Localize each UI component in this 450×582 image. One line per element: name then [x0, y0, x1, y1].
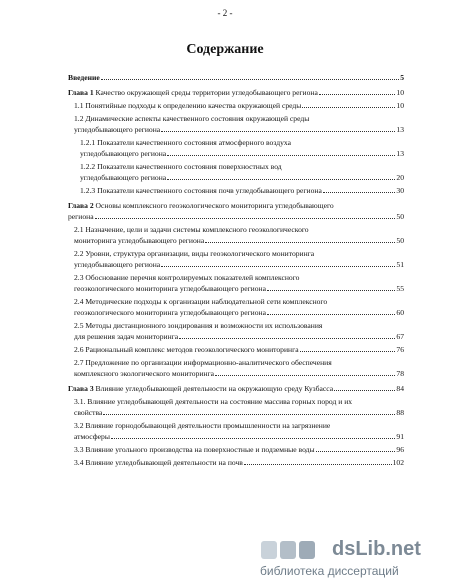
chapter-label: Глава 2: [68, 201, 94, 210]
toc-leader-dots: [101, 79, 399, 80]
toc-entry[interactable]: [68, 272, 404, 294]
toc-page-number: 84: [396, 384, 404, 393]
toc-entry-text: 2.7 Предложение по организации информационно-аналитического обеспечения: [74, 358, 332, 367]
toc-entry[interactable]: [68, 100, 404, 111]
chapter-label: Глава 3: [68, 384, 94, 393]
toc-leader-dots: [267, 290, 395, 291]
dslib-logo-icon: [260, 538, 330, 562]
toc-entry[interactable]: [68, 357, 404, 379]
toc-entry[interactable]: [68, 185, 404, 196]
toc-entry-text: 3.2 Влияние горнодобывающей деятельности промышленности на загрязнение: [74, 421, 331, 430]
toc-page-number: 51: [396, 260, 404, 269]
toc-leader-dots: [244, 464, 392, 465]
toc-entry[interactable]: [68, 457, 404, 468]
toc-entry-text: 1.2.3 Показатели качественного состояния почв угледобывающего региона: [80, 186, 322, 195]
toc-entry-text: угледобывающего региона: [80, 149, 167, 158]
toc-leader-dots: [167, 155, 395, 156]
toc-page-number: 50: [396, 212, 404, 221]
toc-entry-text: Глава 3 Влияние угледобывающей деятельности на окружающую среду Кузбасса: [68, 384, 334, 393]
toc-page-number: 60: [396, 308, 404, 317]
toc-entry[interactable]: [68, 72, 404, 83]
toc-page-number: 67: [396, 332, 404, 341]
toc-leader-dots: [95, 218, 396, 219]
toc-leader-dots: [302, 107, 395, 108]
toc-page-number: 50: [396, 236, 404, 245]
toc-leader-dots: [267, 314, 395, 315]
toc-leader-dots: [319, 94, 396, 95]
toc-entry[interactable]: [68, 396, 404, 418]
toc-entry-text: Введение: [68, 73, 100, 82]
toc-entry-text: 2.2 Уровни, структура организации, виды геоэкологического мониторинга: [74, 249, 315, 258]
toc-entry[interactable]: [68, 420, 404, 442]
toc-entry-text: свойства: [74, 408, 103, 417]
toc-leader-dots: [300, 351, 396, 352]
toc-entry-text: региона: [68, 212, 94, 221]
watermark: [260, 536, 440, 578]
toc-entry-text: для решения задач мониторинга: [74, 332, 179, 341]
toc-page-number: 13: [396, 149, 404, 158]
toc-leader-dots: [161, 266, 395, 267]
toc-entry[interactable]: [68, 87, 404, 98]
toc-entry-text: мониторинга угледобывающего региона: [74, 236, 205, 245]
chapter-label: Глава 1: [68, 88, 94, 97]
toc-page-number: 5: [400, 73, 404, 82]
toc-leader-dots: [323, 192, 396, 193]
toc-page-number: 30: [396, 186, 404, 195]
toc-page-number: 20: [396, 173, 404, 182]
toc-entry[interactable]: [68, 296, 404, 318]
toc-entry-text: угледобывающего региона: [74, 260, 161, 269]
toc-entry-text: 1.2 Динамические аспекты качественного состояния окружающей среды: [74, 114, 310, 123]
toc-entry[interactable]: [68, 200, 404, 222]
toc-entry-text: 1.2.1 Показатели качественного состояния атмосферного воздуха: [80, 138, 291, 147]
toc-entry-text: 2.4 Методические подходы к организации наблюдательной сети комплексного: [74, 297, 328, 306]
toc-entry-text: 2.5 Методы дистанционного зондирования и возможности их использования: [74, 321, 323, 330]
toc-entry-text: Глава 1 Качество окружающей среды территории угледобывающего региона: [68, 88, 318, 97]
toc-entry-text: 2.1 Назначение, цели и задачи системы комплексного геоэкологического: [74, 225, 309, 234]
toc-page-number: 96: [396, 445, 404, 454]
toc-entry-text: угледобывающего региона: [80, 173, 167, 182]
toc-entry[interactable]: [68, 383, 404, 394]
toc-entry[interactable]: [68, 161, 404, 183]
toc-page-number: 55: [396, 284, 404, 293]
toc-entry-text: комплексного экологического мониторинга: [74, 369, 214, 378]
toc-page-number: 102: [392, 458, 404, 467]
toc-entry-text: атмосферы: [74, 432, 110, 441]
toc-leader-dots: [205, 242, 395, 243]
toc-page-number: 13: [396, 125, 404, 134]
toc-entry[interactable]: [68, 137, 404, 159]
toc-entry-text: геоэкологического мониторинга угледобывающего региона: [74, 284, 266, 293]
toc-leader-dots: [179, 338, 395, 339]
page-title: Содержание: [186, 42, 264, 57]
toc-leader-dots: [334, 390, 395, 391]
toc-leader-dots: [215, 375, 395, 376]
table-of-contents: [68, 72, 404, 468]
toc-page-number: 78: [396, 369, 404, 378]
toc-page-number: 76: [396, 345, 404, 354]
toc-entry-text: геоэкологического мониторинга угледобывающего региона: [74, 308, 266, 317]
toc-leader-dots: [111, 438, 395, 439]
toc-entry-text: 3.4 Влияние угледобывающей деятельности на почв: [74, 458, 243, 467]
toc-page-number: 88: [396, 408, 404, 417]
toc-entry[interactable]: [68, 224, 404, 246]
toc-entry-text: угледобывающего региона: [74, 125, 161, 134]
toc-page-number: 10: [396, 88, 404, 97]
toc-leader-dots: [316, 451, 396, 452]
toc-entry[interactable]: [68, 113, 404, 135]
toc-page-number: 10: [396, 101, 404, 110]
toc-entry-text: 3.3 Влияние угольного производства на поверхностные и подземные воды: [74, 445, 315, 454]
page-number: - 2 -: [217, 8, 233, 18]
toc-leader-dots: [161, 131, 395, 132]
toc-entry[interactable]: [68, 344, 404, 355]
toc-entry-text: Глава 2 Основы комплексного геоэкологического мониторинга угледобывающего: [68, 201, 334, 210]
toc-leader-dots: [103, 414, 395, 415]
watermark-site[interactable]: dsLib.net: [332, 538, 421, 560]
toc-page-number: 91: [396, 432, 404, 441]
toc-entry-text: 2.6 Рациональный комплекс методов геоэкологического мониторинга: [74, 345, 299, 354]
toc-entry[interactable]: [68, 444, 404, 455]
toc-entry[interactable]: [68, 248, 404, 270]
toc-leader-dots: [167, 179, 395, 180]
toc-entry-text: 2.3 Обоснование перечня контролируемых показателей комплексного: [74, 273, 300, 282]
toc-entry-text: 1.2.2 Показатели качественного состояния поверхностных вод: [80, 162, 282, 171]
toc-entry[interactable]: [68, 320, 404, 342]
toc-entry-text: 3.1. Влияние угледобывающей деятельности на состояние массива горных пород и их: [74, 397, 353, 406]
watermark-caption: библиотека диссертаций: [260, 564, 399, 578]
toc-entry-text: 1.1 Понятийные подходы к определению качества окружающей среды: [74, 101, 302, 110]
